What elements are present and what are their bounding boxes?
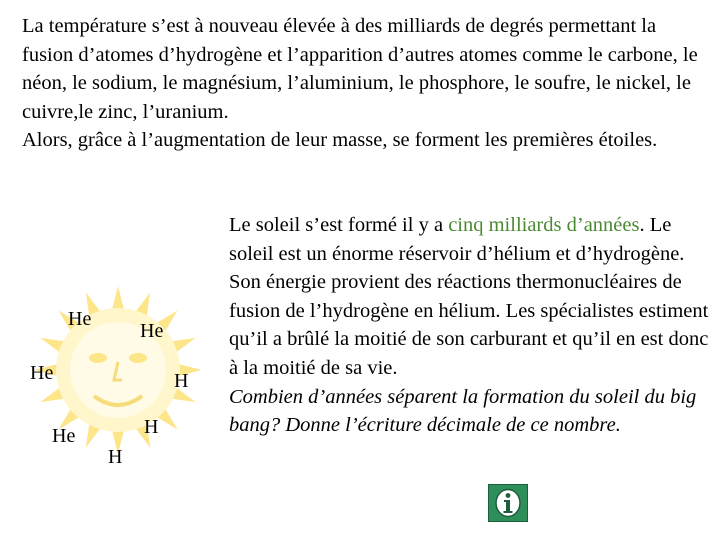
atom-label-he: He <box>68 308 92 330</box>
intro-paragraph-2: Alors, grâce à l’augmentation de leur masse, se forment les premières étoiles. <box>22 129 658 152</box>
info-button[interactable] <box>488 484 528 522</box>
atom-label-h: H <box>108 446 123 468</box>
atom-label-h: H <box>174 370 189 392</box>
description-lead: Le soleil s’est formé il y a <box>229 214 449 236</box>
age-highlight: cinq milliards d’années <box>448 214 640 236</box>
atom-label-he: He <box>52 425 76 447</box>
atom-label-h: H <box>144 416 159 438</box>
description-body: . Le soleil est un énorme réservoir d’hélium et d’hydrogène. Son énergie provient des réactions thermonucléaires de fusion de l’hydrogène en hélium. Les spécialistes estiment qu’il a brûlé la moitié de son carburant et qu’il en est donc à la moitié de sa vie. <box>229 214 709 379</box>
question-text: Combien d’années séparent la formation du soleil du big bang? Donne l’écriture décimale de ce nombre. <box>229 385 697 437</box>
intro-text <box>22 12 712 155</box>
atom-label-he: He <box>30 362 54 384</box>
intro-paragraph-1: La température s’est à nouveau élevée à des milliards de degrés permettant la fusion d’atomes d’hydrogène et l’apparition d’autres atomes comme le carbone, le néon, le sodium, le magnésium, l’aluminium, le phosphore, le soufre, le nickel, le cuivre,le zinc, l’uranium. <box>22 15 698 123</box>
atom-label-he: He <box>140 320 164 342</box>
info-icon <box>494 488 522 518</box>
sun-description-text <box>229 211 719 383</box>
sun-illustration <box>30 258 200 473</box>
sun-description <box>229 211 719 440</box>
